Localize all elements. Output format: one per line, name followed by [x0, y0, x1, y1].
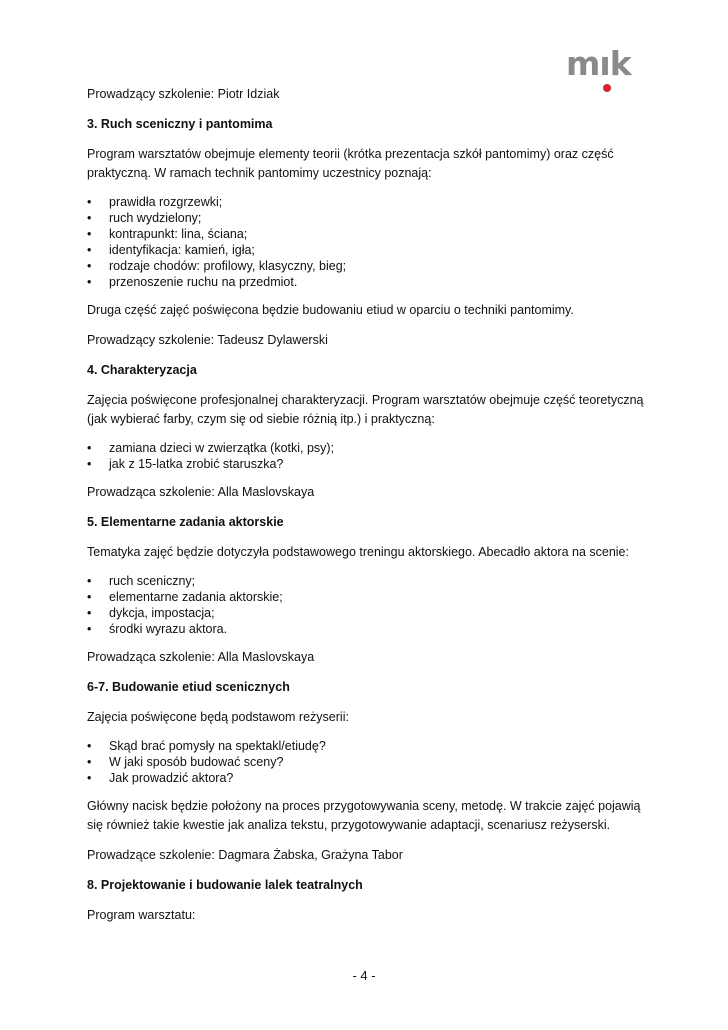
bullet-list [87, 573, 647, 637]
section-outro: Główny nacisk będzie położony na proces przygotowywania sceny, metodę. W trakcie zajęć pojawią się również takie kwestie jak analiza tekstu, przygotowywanie adaptacji, scenariusz reżyserski. [87, 799, 641, 832]
section-intro: Zajęcia poświęcone profesjonalnej charakteryzacji. Program warsztatów obejmuje część teoretyczną (jak wybierać farby, czym się od siebie różnią itp.) i praktyczną: [87, 393, 644, 426]
instructor-line: Prowadząca szkolenie: Alla Maslovskaya [87, 485, 315, 499]
instructor-line: Prowadzący szkolenie: Tadeusz Dylawerski [87, 333, 328, 347]
list-item: • ruch wydzielony; [87, 211, 202, 225]
document-body [87, 85, 647, 936]
list-item: • kontrapunkt: lina, ściana; [87, 227, 248, 241]
list-item: • dykcja, impostacja; [87, 606, 215, 620]
bullet-icon: • [87, 755, 92, 769]
section-intro: Tematyka zajęć będzie dotyczyła podstawowego treningu aktorskiego. Abecadło aktora na scenie: [87, 545, 629, 559]
list-item: • W jaki sposób budować sceny? [87, 755, 284, 769]
bullet-list [87, 440, 647, 472]
list-item: • zamiana dzieci w zwierzątka (kotki, psy); [87, 441, 335, 455]
section-heading: 4. Charakteryzacja [87, 363, 197, 377]
list-item: • jak z 15-latka zrobić staruszka? [87, 457, 284, 471]
bullet-icon: • [87, 771, 92, 785]
instructor-line: Prowadzące szkolenie: Dagmara Żabska, Grażyna Tabor [87, 848, 403, 862]
bullet-icon: • [87, 227, 92, 241]
logo-text: mık [566, 44, 631, 83]
bullet-icon: • [87, 259, 92, 273]
instructor-line: Prowadząca szkolenie: Alla Maslovskaya [87, 650, 315, 664]
bullet-icon: • [87, 275, 92, 289]
instructor-line: Prowadzący szkolenie: Piotr Idziak [87, 87, 280, 101]
bullet-icon: • [87, 195, 92, 209]
section-heading: 3. Ruch sceniczny i pantomima [87, 117, 273, 131]
list-item: • ruch sceniczny; [87, 574, 196, 588]
bullet-icon: • [87, 622, 92, 636]
bullet-icon: • [87, 590, 92, 604]
section-intro: Program warsztatów obejmuje elementy teorii (krótka prezentacja szkół pantomimy) oraz część praktyczną. W ramach technik pantomimy uczestnicy poznają: [87, 147, 614, 180]
bullet-icon: • [87, 211, 92, 225]
section-outro: Druga część zajęć poświęcona będzie budowaniu etiud w oparciu o techniki pantomimy. [87, 303, 574, 317]
bullet-list [87, 738, 647, 786]
section-heading: 8. Projektowanie i budowanie lalek teatralnych [87, 878, 363, 892]
list-item: • środki wyrazu aktora. [87, 622, 228, 636]
bullet-icon: • [87, 574, 92, 588]
list-item: • elementarne zadania aktorskie; [87, 590, 283, 604]
section-heading: 6-7. Budowanie etiud scenicznych [87, 680, 290, 694]
bullet-icon: • [87, 606, 92, 620]
section-intro: Zajęcia poświęcone będą podstawom reżyserii: [87, 710, 349, 724]
section-intro: Program warsztatu: [87, 908, 196, 922]
list-item: • prawidła rozgrzewki; [87, 195, 223, 209]
section-heading: 5. Elementarne zadania aktorskie [87, 515, 284, 529]
list-item: • przenoszenie ruchu na przedmiot. [87, 275, 298, 289]
list-item: • rodzaje chodów: profilowy, klasyczny, bieg; [87, 259, 347, 273]
list-item: • identyfikacja: kamień, igła; [87, 243, 255, 257]
bullet-icon: • [87, 441, 92, 455]
bullet-icon: • [87, 457, 92, 471]
list-item: • Jak prowadzić aktora? [87, 771, 234, 785]
bullet-icon: • [87, 739, 92, 753]
page-number: - 4 - [352, 968, 376, 983]
list-item: • Skąd brać pomysły na spektakl/etiudę? [87, 739, 326, 753]
bullet-list [87, 194, 647, 290]
bullet-icon: • [87, 243, 92, 257]
